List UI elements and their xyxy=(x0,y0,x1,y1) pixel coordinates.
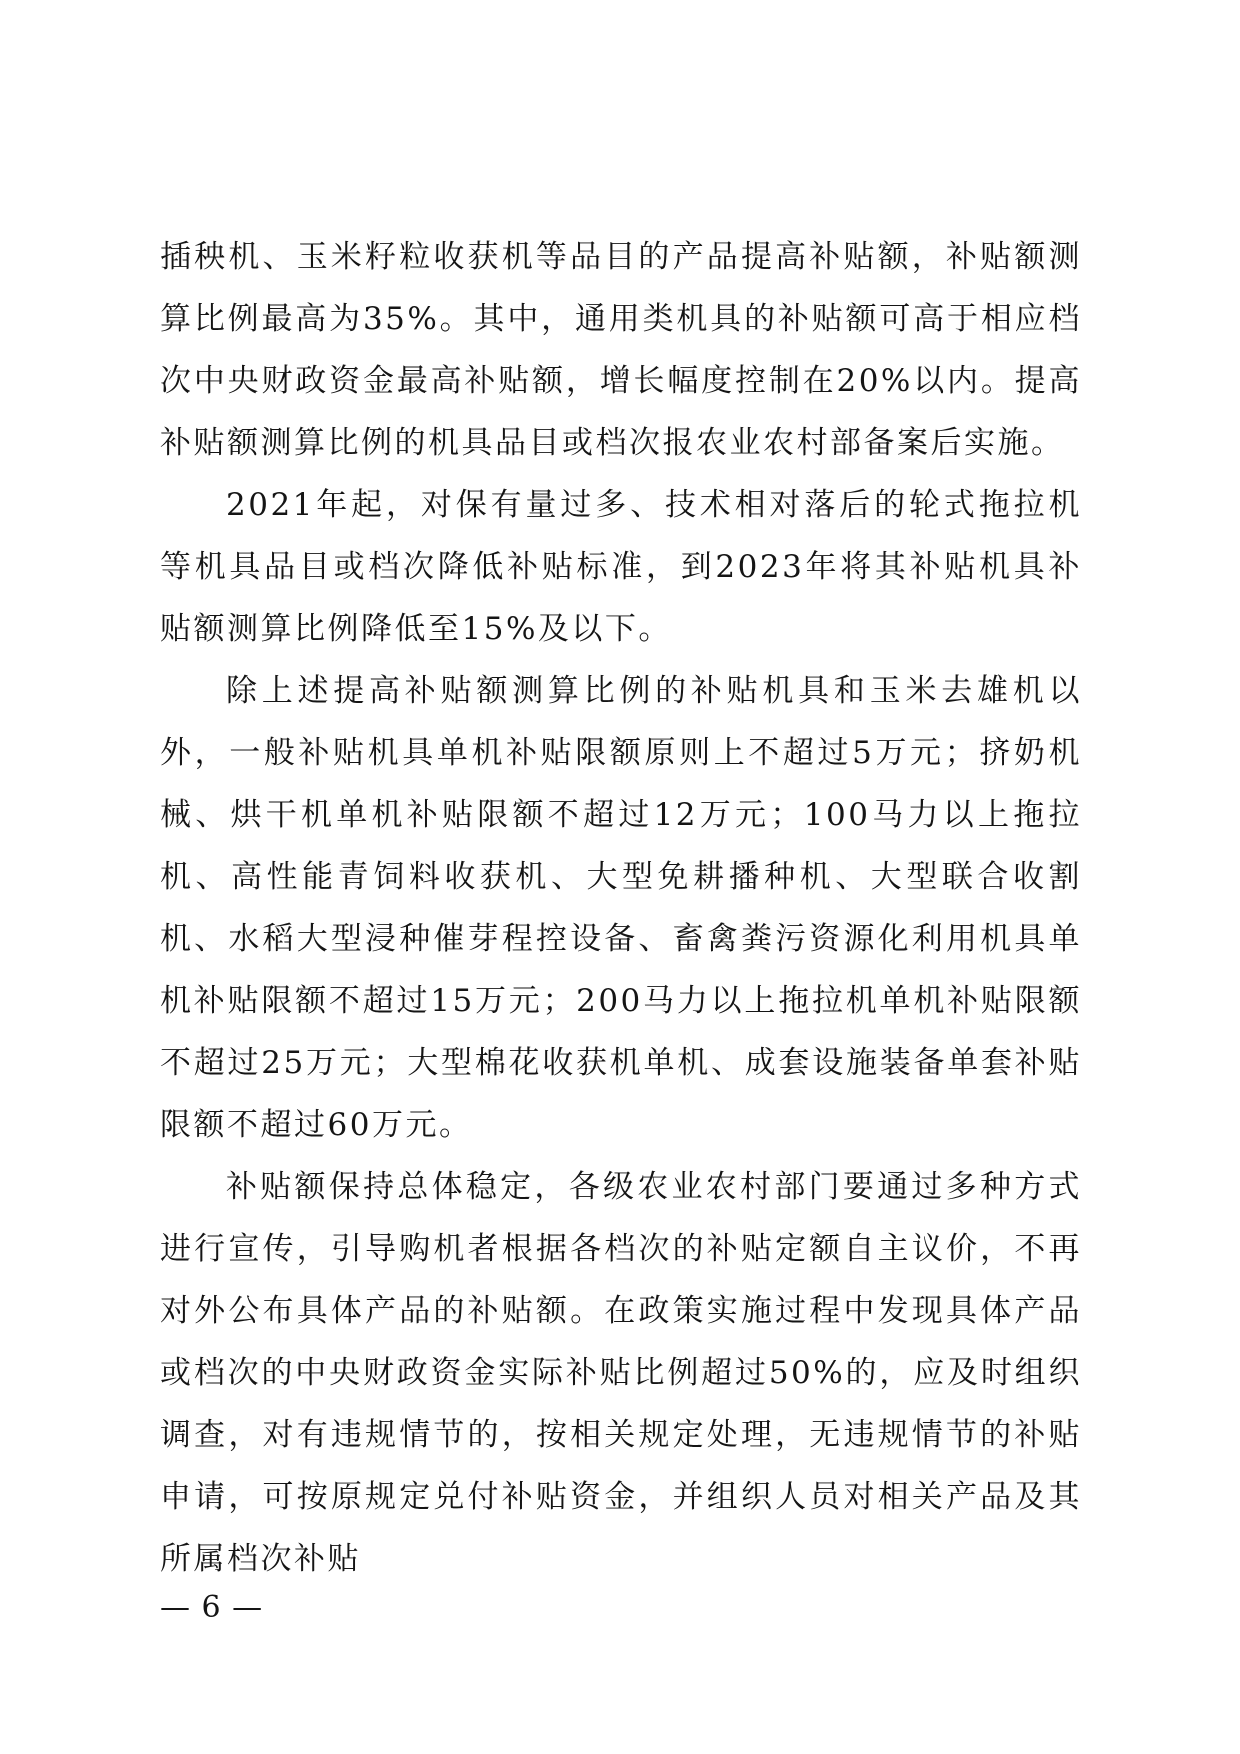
paragraph-subsidy-stability: 补贴额保持总体稳定，各级农业农村部门要通过多种方式进行宣传，引导购机者根据各档次的补贴定额自主议价，不再对外公布具体产品的补贴额。在政策实施过程中发现具体产品或档次的中央财政资金实际补贴比例超过50%的，应及时组织调查，对有违规情节的，按相关规定处理，无违规情节的补贴申请，可按原规定兑付补贴资金，并组织人员对相关产品及其所属档次补贴 xyxy=(160,1169,1082,1577)
document-body xyxy=(160,226,1082,1590)
paragraph-continuation: 插秧机、玉米籽粒收获机等品目的产品提高补贴额，补贴额测算比例最高为35%。其中，通用类机具的补贴额可高于相应档次中央财政资金最高补贴额，增长幅度控制在20%以内。提高补贴额测算比例的机具品目或档次报农业农村部备案后实施。 xyxy=(160,239,1082,461)
page-number: — 6 — xyxy=(160,1590,264,1625)
paragraph-2021-standards: 2021年起，对保有量过多、技术相对落后的轮式拖拉机等机具品目或档次降低补贴标准，到2023年将其补贴机具补贴额测算比例降低至15%及以下。 xyxy=(160,487,1082,647)
paragraph-subsidy-limits: 除上述提高补贴额测算比例的补贴机具和玉米去雄机以外，一般补贴机具单机补贴限额原则上不超过5万元；挤奶机械、烘干机单机补贴限额不超过12万元；100马力以上拖拉机、高性能青饲料收获机、大型免耕播种机、大型联合收割机、水稻大型浸种催芽程控设备、畜禽粪污资源化利用机具单机补贴限额不超过15万元；200马力以上拖拉机单机补贴限额不超过25万元；大型棉花收获机单机、成套设施装备单套补贴限额不超过60万元。 xyxy=(160,673,1082,1143)
